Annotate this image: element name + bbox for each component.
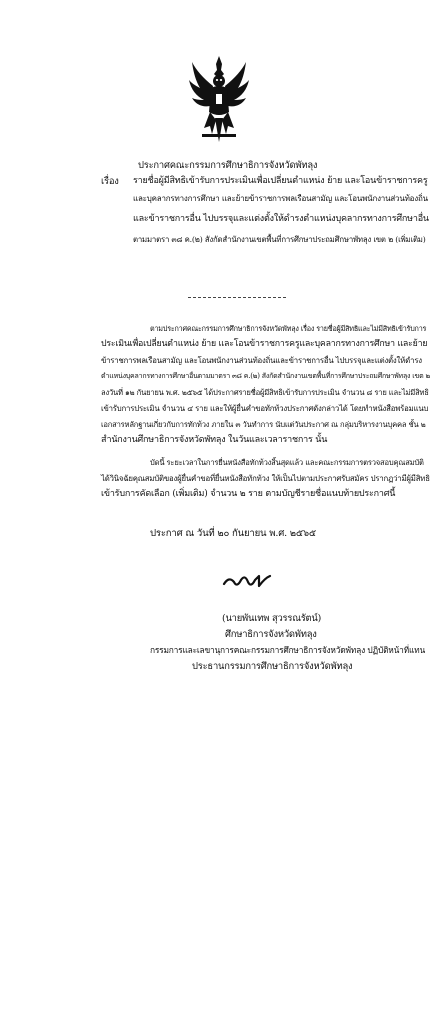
para1-line-6: เข้ารับการประเมิน จำนวน ๔ ราย และให้ผู้ยื่นคำขอทักท้วงประกาศดังกล่าวได้ โดยทำหนังสือพร้อมแนบ [101,404,429,413]
subject-line-4: ตามมาตรา ๓๘ ค.(๒) สังกัดสำนักงานเขตพื้นที่การศึกษาประถมศึกษาพัทลุง เขต ๒ (เพิ่มเติม) [133,235,426,244]
para1-line-1: ตามประกาศคณะกรรมการศึกษาธิการจังหวัดพัทลุง เรื่อง รายชื่อผู้มีสิทธิและไม่มีสิทธิเข้ารับการ [150,324,427,333]
para1-line-3: ข้าราชการพลเรือนสามัญ และโอนพนักงานส่วนท้องถิ่นและข้าราชการอื่น ไปบรรจุและแต่งตั้งให้ดำรง [101,356,422,365]
handwritten-signature [221,570,273,592]
subject-line-1: รายชื่อผู้มีสิทธิเข้ารับการประเมินเพื่อเปลี่ยนตำแหน่ง ย้าย และโอนข้าราชการครู [133,176,428,186]
subject-label: เรื่อง [101,176,119,187]
para1-line-4: ตำแหน่งบุคลากรทางการศึกษาอื่นตามมาตรา ๓๘ ค.(๒) สังกัดสำนักงานเขตพื้นที่การศึกษาประถมศึกษาพัทลุง เขต ๒ [101,372,430,380]
signatory-position: ศึกษาธิการจังหวัดพัทลุง [225,629,317,640]
announcer-heading: ประกาศคณะกรรมการศึกษาธิการจังหวัดพัทลุง [138,160,318,171]
garuda-emblem-icon [188,54,250,144]
announcement-date: ประกาศ ณ วันที่ ๒๐ กันยายน พ.ศ. ๒๕๖๕ [150,528,316,539]
para1-line-5: ลงวันที่ ๑๒ กันยายน พ.ศ. ๒๕๖๕ ได้ประกาศรายชื่อผู้มีสิทธิเข้ารับการประเมิน จำนวน ๘ ราย และไม่มีสิทธิ [101,388,429,397]
signatory-name: (นายพันเทพ สุวรรณรัตน์) [222,613,322,624]
signatory-role-line-1: กรรมการและเลขานุการคณะกรรมการศึกษาธิการจังหวัดพัทลุง ปฏิบัติหน้าที่แทน [150,645,426,655]
para1-line-7: เอกสารหลักฐานเกี่ยวกับการทักท้วง ภายใน ๓ วันทำการ นับแต่วันประกาศ ณ กลุ่มบริหารงานบุคคล ชั้น ๒ [101,420,426,429]
para1-line-8: สำนักงานศึกษาธิการจังหวัดพัทลุง ในวันและเวลาราชการ นั้น [101,435,328,445]
subject-line-2: และบุคลากรทางการศึกษา และย้ายข้าราชการพลเรือนสามัญ และโอนพนักงานส่วนท้องถิ่น [133,194,428,203]
header-divider [188,297,286,298]
signatory-role-line-2: ประธานกรรมการศึกษาธิการจังหวัดพัทลุง [192,661,353,672]
para2-line-2: ได้วินิจฉัยคุณสมบัติของผู้ยื่นคำขอที่ยื่นหนังสือทักท้วง ให้เป็นไปตามประกาศรับสมัคร ปรากฏว่ามีผู้มีสิทธิ [101,474,430,483]
para1-line-2: ประเมินเพื่อเปลี่ยนตำแหน่ง ย้าย และโอนข้าราชการครูและบุคลากรทางการศึกษา และย้าย [101,339,428,349]
subject-line-3: และข้าราชการอื่น ไปบรรจุและแต่งตั้งให้ดำรงตำแหน่งบุคลากรทางการศึกษาอื่น [133,214,429,224]
para2-line-3: เข้ารับการคัดเลือก (เพิ่มเติม) จำนวน ๒ ราย ตามบัญชีรายชื่อแนบท้ายประกาศนี้ [101,489,396,499]
para2-line-1: บัดนี้ ระยะเวลาในการยื่นหนังสือทักท้วงสิ้นสุดแล้ว และคณะกรรมการตรวจสอบคุณสมบัติ [150,458,424,467]
